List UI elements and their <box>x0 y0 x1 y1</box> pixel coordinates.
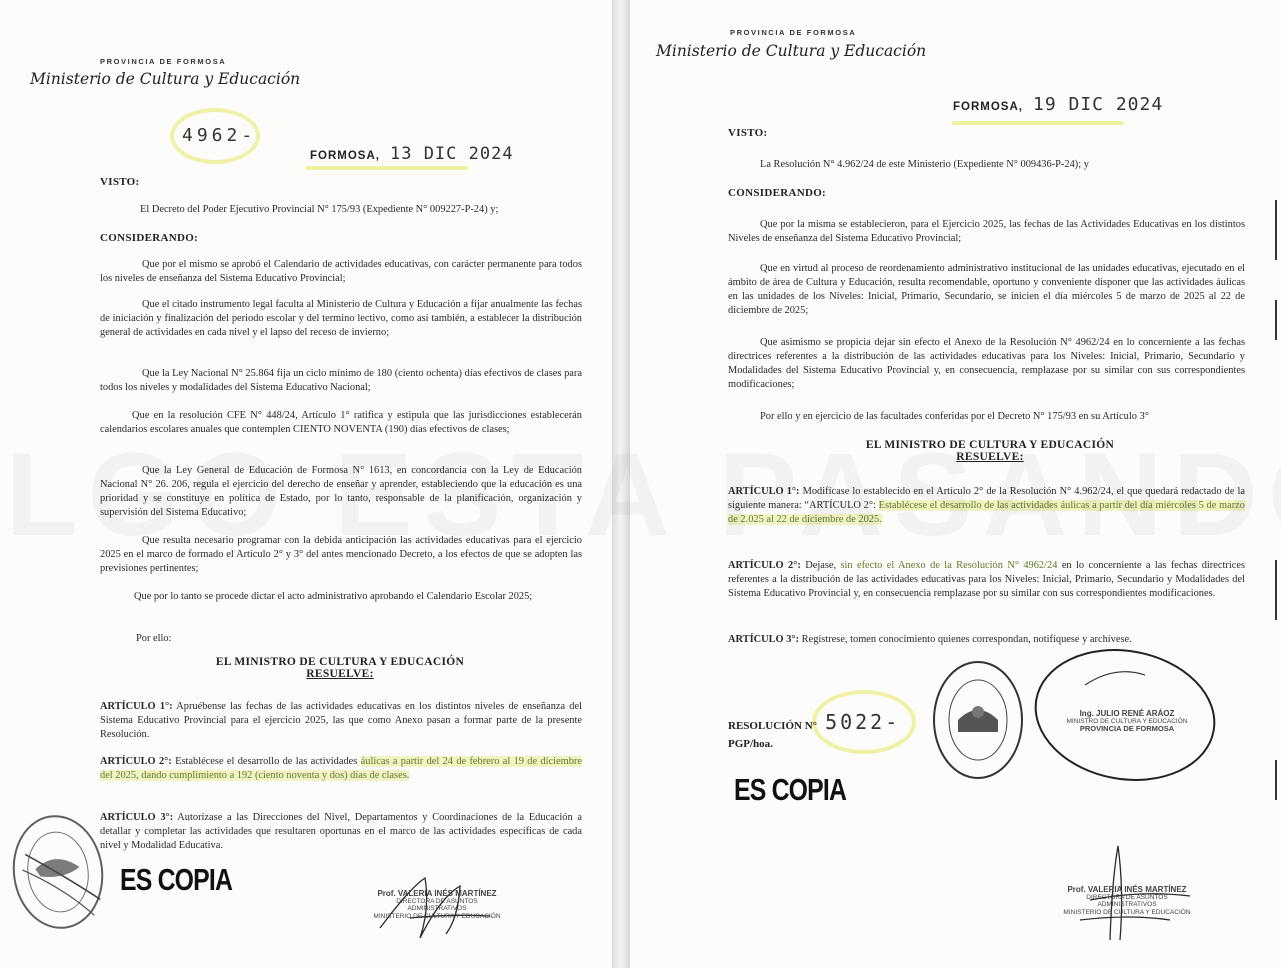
signature-block <box>372 890 502 920</box>
considerando-paragraph: Que en la resolución CFE N° 448/24, Artículo 1° ratifica y estipula que las jurisdicciones establecerán calendarios escolares anuales que contemplen CIENTO NOVENTA (190) días efectivos de clases; <box>100 410 582 435</box>
considerando-paragraph: Que el citado instrumento legal faculta al Ministerio de Cultura y Educación a fijar anualmente las fechas de iniciación y finalización del periodo escolar y del termino lectivo, como así también, a establecer la distribución general de actividades en cada nivel y el lapso del receso de invierno; <box>100 299 582 338</box>
letterhead-province: PROVINCIA DE FORMOSA <box>730 28 857 37</box>
date-line <box>953 94 1163 115</box>
article-2-highlight: áulicas a partir del 24 de febrero al 19 de diciembre del 2025, dando cumplimiento a 192 (ciento noventa y dos) días de clases. <box>100 756 582 781</box>
considerando-paragraph: Por ello y en ejercicio de las facultades conferidas por el Decreto N° 175/93 en su Artículo 3° <box>760 411 1149 422</box>
article-1 <box>100 700 582 742</box>
date-value: 13 DIC 2024 <box>389 144 514 164</box>
letterhead-province: PROVINCIA DE FORMOSA <box>100 57 227 66</box>
article-3-label: ARTÍCULO 3°: <box>100 812 174 823</box>
page-edge-marks <box>1266 0 1281 968</box>
visto-heading: VISTO: <box>100 176 140 188</box>
resolution-label: RESOLUCIÓN N° <box>728 720 818 732</box>
considerando-paragraph: Que por la misma se establecieron, para el Ejercicio 2025, las fechas de las Actividades Educativas en los distintos Niveles de enseñanza del Sistema Educativo Provincial; <box>728 219 1245 244</box>
signature-title: MINISTERIO DE CULTURA Y EDUCACIÓN <box>1063 908 1191 916</box>
considerando-heading: CONSIDERANDO: <box>100 232 199 244</box>
article-3-text: Regístrese, tomen conocimiento quienes correspondan, notifíquese y archívese. <box>801 634 1132 645</box>
visto-heading: VISTO: <box>728 127 768 139</box>
article-2-highlight: sin efecto el Anexo de la Resolución N° 4962/24 <box>840 560 1058 571</box>
resolution-line <box>728 710 900 734</box>
article-2 <box>728 559 1245 601</box>
signature-title: ADMINISTRATIVOS <box>1097 901 1157 908</box>
highlight-underline <box>305 166 468 170</box>
signature-title: DIRECTORA DE ASUNTOS <box>1086 893 1168 901</box>
minister-heading <box>150 656 530 680</box>
article-2-label: ARTÍCULO 2°: <box>100 756 172 767</box>
article-1-text: Apruébense las fechas de las actividades educativas en los distintos niveles de enseñanza del Sistema Educativo Provincial para el ejercicio 2025, las que como Anexo pasan a formar parte de la presente Resolución. <box>100 701 583 740</box>
place-label: FORMOSA, <box>310 150 380 162</box>
document-page-left <box>0 0 612 968</box>
article-1-highlight: Establécese el desarrollo de las actividades áulicas a partir del día miércoles 5 de marzo de 2.025 al 22 de diciembre de 2025. <box>728 500 1245 525</box>
resuelve-label: RESUELVE: <box>956 451 1024 463</box>
ministry-seal <box>8 810 108 935</box>
resolution-number: 5022- <box>825 710 901 734</box>
signature-name: Prof. VALERIA INÉS MARTÍNEZ <box>377 889 497 898</box>
signature-block <box>1062 886 1192 916</box>
visto-text: El Decreto del Poder Ejecutivo Provincial N° 175/93 (Expediente N° 009227-P-24) y; <box>140 204 499 215</box>
considerando-paragraph: Que por el mismo se aprobó el Calendario de actividades educativas, con carácter permanente para todos los niveles de enseñanza del Sistema Educativo Provincial; <box>100 259 582 284</box>
article-2 <box>100 755 582 783</box>
place-label: FORMOSA, <box>953 101 1023 113</box>
article-3-text: Autorízase a las Direcciones del Nivel, Departamentos y Coordinaciones de la Educación a detallar y completar las actividades que resultaren oportunas en el marco de las actividades específicas de cada nivel y Modalidad Educativa. <box>100 812 583 851</box>
minister-heading <box>800 439 1180 463</box>
resolution-number: 4962- <box>182 125 257 146</box>
signature-name: Prof. VALERIA INÉS MARTÍNEZ <box>1067 885 1187 894</box>
article-1-label: ARTÍCULO 1°: <box>100 701 173 712</box>
por-ello: Por ello: <box>136 633 172 644</box>
considerando-heading: CONSIDERANDO: <box>728 187 827 199</box>
date-value: 19 DIC 2024 <box>1032 94 1164 115</box>
highlight-underline <box>952 121 1124 125</box>
minister-province: PROVINCIA DE FORMOSA <box>1079 724 1175 733</box>
signature-title: DIRECTORA DE ASUNTOS <box>396 897 478 905</box>
considerando-paragraph: Que en virtud al proceso de reordenamiento administrativo institucional de las unidades educativas, ejecutado en el ámbito de área de Cultura y Educación, resulta recomendable, oportuno y conveniente disponer que las actividades áulicas en las unidades de los Niveles: Inicial, Primario, Secundario, se inicien el día miércoles 5 de marzo de 2025 al 22 de diciembre de 2025; <box>728 263 1245 316</box>
considerando-paragraph: Que resulta necesario programar con la debida anticipación las actividades educativas para el ejercicio 2025 en el marco de formado el Artículo 2° y 3° del antes mencionado Decreto, a los efectos de que se adopten las previsiones pertinentes; <box>100 535 582 574</box>
article-1-text: Modifícase lo establecido en el Artículo 2° de la Resolución N° 4.962/24, el que quedará redactado de la siguiente manera: “ARTÍCULO 2°: <box>728 486 1245 511</box>
signature-title: MINISTERIO DE CULTURA Y EDUCACIÓN <box>373 912 501 920</box>
article-2-text: Dejase, <box>805 560 837 571</box>
considerando-paragraph: Que asimismo se propicia dejar sin efecto el Anexo de la Resolución N° 4962/24 en lo concerniente a las fechas directrices referentes a la distribución de las actividades educativas para los Niveles: Inicial, Primario, Secundario y Modalidades del Sistema Educativo Provincial y, en consecuencia, remplazase por su similar con sus correspondientes modificaciones; <box>728 337 1245 390</box>
article-1-label: ARTÍCULO 1°: <box>728 486 800 497</box>
ministry-seal <box>928 658 1028 783</box>
letterhead-ministry: Ministerio de Cultura y Educación <box>30 70 301 88</box>
minister-sign-block <box>1062 710 1192 733</box>
es-copia-stamp: ES COPIA <box>120 862 233 897</box>
es-copia-stamp: ES COPIA <box>734 772 847 807</box>
considerando-paragraph: Que la Ley Nacional N° 25.864 fija un ciclo mínimo de 180 (ciento ochenta) días efectivos de clases para todos los niveles y modalidades del Sistema Educativo Nacional; <box>100 368 582 393</box>
initials: PGP/hoa. <box>728 738 773 750</box>
minister-title: EL MINISTRO DE CULTURA Y EDUCACIÓN <box>215 656 465 668</box>
signature-title: ADMINISTRATIVOS <box>407 905 467 912</box>
article-2-text-end: en lo concerniente a las fechas directrices referentes a la distribución de las actividades educativas para los Niveles: Inicial, Primario, Secundario y Modalidades del Sistema Educativo Provincial y, en consecuencia remplazase por su similar con sus correspondientes modificaciones. <box>728 560 1245 599</box>
article-2-text: Establécese el desarrollo de las actividades <box>175 756 358 767</box>
considerando-paragraph: Que por lo tanto se procede dictar el acto administrativo aprobando el Calendario Escolar 2025; <box>134 591 533 602</box>
article-3-label: ARTÍCULO 3°: <box>728 634 800 645</box>
page-gutter <box>612 0 630 968</box>
considerando-paragraph: Que la Ley General de Educación de Formosa N° 1613, en concordancia con la Ley de Educación Nacional N° 26. 206, regula el ejercicio del derecho de enseñar y aprender, estableciendo que la educación es una prioridad y se constituye en política de Estado, por lo tanto, responsable de la planificación, organización y supervisión del Sistema Educativo; <box>100 465 582 518</box>
article-3 <box>100 811 582 853</box>
document-page-right <box>630 0 1281 968</box>
date-line <box>310 144 514 164</box>
letterhead-ministry: Ministerio de Cultura y Educación <box>656 42 927 60</box>
article-2-label: ARTÍCULO 2°: <box>728 560 801 571</box>
article-1 <box>728 485 1245 527</box>
minister-title: EL MINISTRO DE CULTURA Y EDUCACIÓN <box>865 439 1115 451</box>
minister-name: Ing. JULIO RENÉ ARÁOZ <box>1079 709 1175 718</box>
minister-title: MINISTRO DE CULTURA Y EDUCACIÓN <box>1066 717 1188 725</box>
resuelve-label: RESUELVE: <box>306 668 374 680</box>
visto-text: La Resolución N° 4.962/24 de este Ministerio (Expediente N° 009436-P-24); y <box>760 159 1089 170</box>
